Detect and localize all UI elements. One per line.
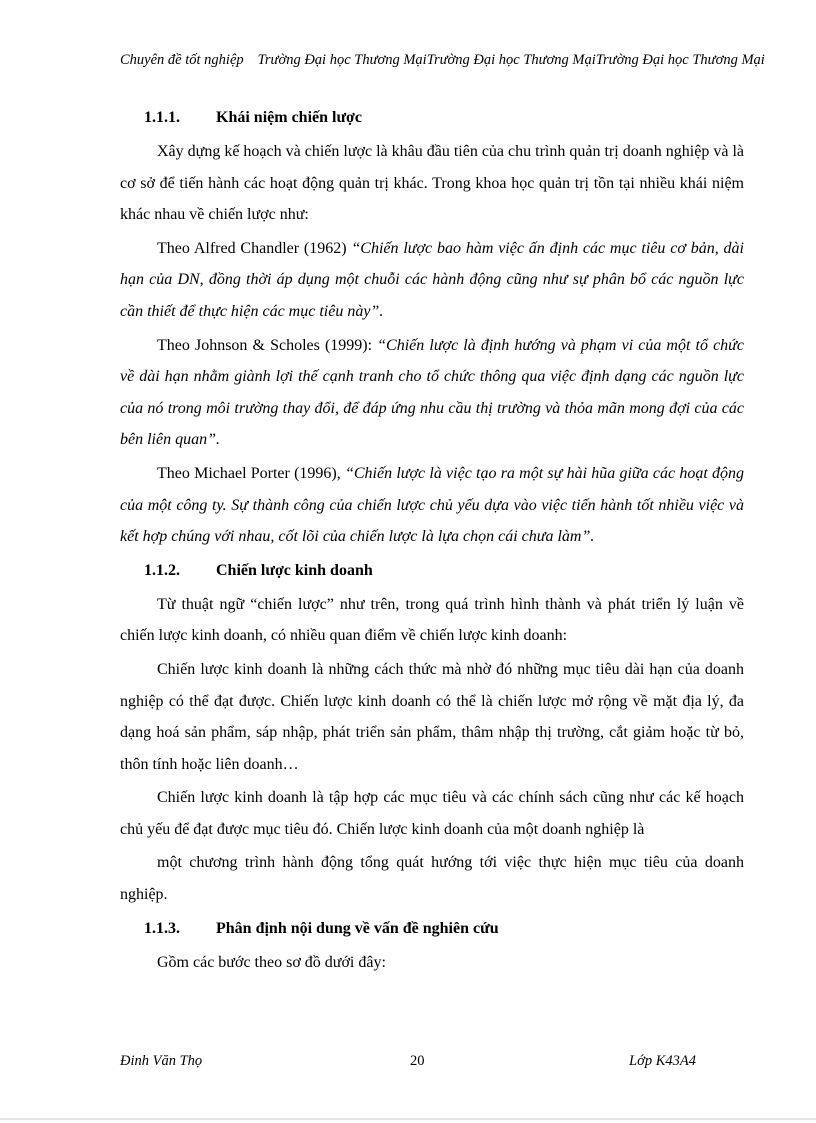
paragraph-porter xyxy=(120,458,744,553)
paragraph-strategy-ways: Chiến lược kinh doanh là những cách thức mà nhờ đó những mục tiêu dài hạn của doanh nghiệp có thể đạt được. Chiến lược kinh doanh có thể là chiến lược mở rộng về mặt địa lý, đa dạng hoá sản phẩm, sáp nhập, phát triển sản phẩm, thâm nhập thị trường, cắt giảm hoặc từ bỏ, thôn tính hoặc liên doanh… xyxy=(120,660,744,773)
section-number: 1.1.2. xyxy=(144,561,180,579)
section-heading-1-1-2 xyxy=(120,555,744,586)
paragraph-johnson xyxy=(120,330,744,456)
paragraph-steps: Gồm các bước theo sơ đồ dưới đây: xyxy=(157,953,386,971)
section-heading-1-1-3 xyxy=(120,913,744,944)
chandler-intro: Theo Alfred Chandler (1962) xyxy=(157,239,352,257)
section-heading-1-1-1 xyxy=(120,102,744,133)
porter-quote: “Chiến lược là việc tạo ra một sự hài hũa giữa các hoạt động của một công ty. Sự thành công của chiến lược chủ yếu dựa vào việc tiến hành tốt nhiều việc và kết hợp chúng với nhau, cốt lõi của chiến lược là lựa chọn cái chưa làm”. xyxy=(120,464,744,546)
footer-author: Đinh Văn Thọ xyxy=(120,1053,203,1069)
porter-intro: Theo Michael Porter (1996), xyxy=(157,464,345,482)
paragraph-strategy-goals: Chiến lược kinh doanh là tập hợp các mục tiêu và các chính sách cũng như các kế hoạch chủ yếu để đạt được mục tiêu đó. Chiến lược kinh doanh của một doanh nghiệp là xyxy=(120,789,744,838)
section-title: Chiến lược kinh doanh xyxy=(216,561,373,579)
paragraph-strategy-program: một chương trình hành động tổng quát hướng tới việc thực hiện mục tiêu của doanh nghiệp. xyxy=(120,854,744,904)
header-course: Chuyên đề tốt nghiệp xyxy=(120,52,244,68)
paragraph-strategy-terms: Từ thuật ngữ “chiến lược” như trên, trong quá trình hình thành và phát triển lý luận về chiến lược kinh doanh, có nhiều quan điểm về chiến lược kinh doanh: xyxy=(120,595,744,645)
footer-class: Lớp K43A4 xyxy=(629,1053,696,1069)
section-title: Khái niệm chiến lược xyxy=(216,109,363,126)
paragraph-chandler xyxy=(120,233,744,328)
section-number: 1.1.1. xyxy=(144,109,180,126)
header-school: Trường Đại học Thương MạiTrường Đại học Thương MạiTrường Đại học Thương Mại xyxy=(257,52,765,68)
page-number: 20 xyxy=(410,1053,425,1069)
page-footer xyxy=(120,1053,696,1073)
paragraph-intro: Xây dựng kế hoạch và chiến lược là khâu đầu tiên của chu trình quản trị doanh nghiệp và là cơ sở để tiến hành các hoạt động quản trị khác. Trong khoa học quản trị tồn tại nhiều khái niệm khác nhau về chiến lược như: xyxy=(120,143,744,224)
document-body xyxy=(120,102,744,980)
johnson-quote: “Chiến lược là định hướng và phạm vi của một tổ chức về dài hạn nhằm giành lợi thế cạnh tranh cho tổ chức thông qua việc định dạng các nguồn lực của nó trong môi trường thay đổi, để đáp ứng nhu cầu thị trường và thỏa mãn mong đợi của các bên liên quan”. xyxy=(120,336,745,449)
page-header xyxy=(120,52,816,69)
section-title: Phân định nội dung về vấn đề nghiên cứu xyxy=(216,919,499,937)
johnson-intro: Theo Johnson & Scholes (1999): xyxy=(157,336,378,354)
page-edge-divider xyxy=(0,1118,816,1120)
section-number: 1.1.3. xyxy=(144,919,180,937)
chandler-quote: “Chiến lược bao hàm việc ấn định các mục tiêu cơ bản, dài hạn của DN, đồng thời áp dụng một chuỗi các hành động cũng như sự phân bổ các nguồn lực cần thiết để thực hiện các mục tiêu này”. xyxy=(120,239,744,320)
